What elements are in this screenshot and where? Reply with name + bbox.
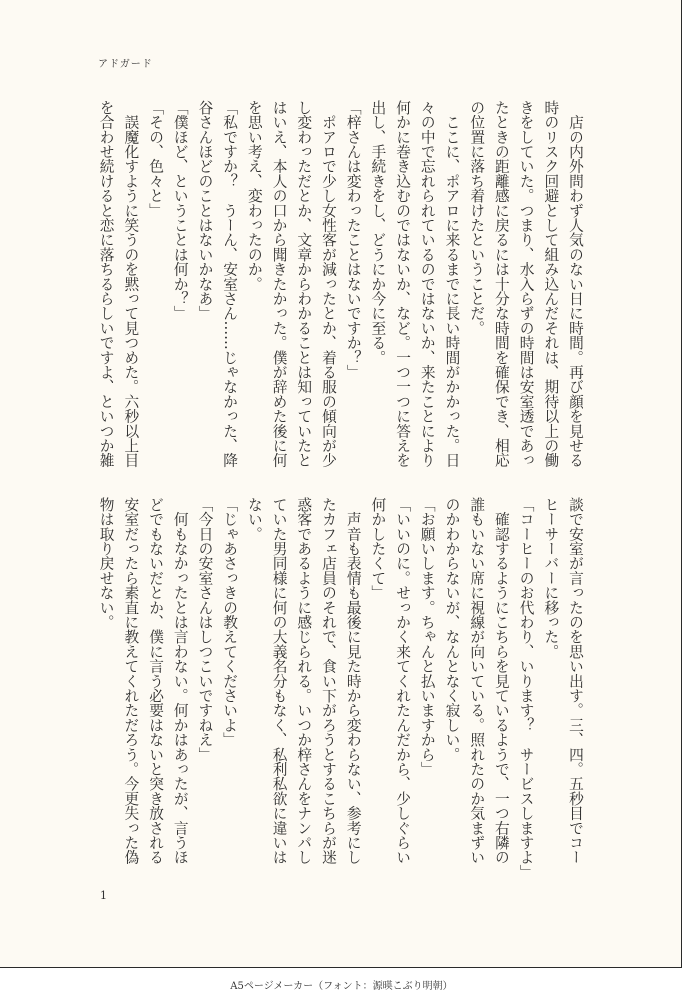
text-column: を合わせ続けると恋に落ちるらしいですよ、といつか雑: [97, 100, 115, 468]
text-block-bottom: [93, 497, 587, 880]
text-column: ヒーサーバーに移った。: [542, 497, 560, 659]
text-column: 「コーヒーのお代わり、いります？ サービスしますよ」: [517, 497, 535, 880]
running-head: アドガード: [98, 59, 153, 70]
text-column: 店の内外問わず人気のない日に時間。再び顔を見せる: [567, 100, 584, 468]
page-number: 1: [100, 889, 107, 902]
text-column: 談で安室が言ったのを思い出す。三、四。五秒目でコー: [567, 497, 584, 865]
text-column: ていた男同様に何の大義名分もなく、私利私欲に違いは: [270, 497, 288, 865]
footer-caption: A5ページメーカー（フォント：源暎こぶり明朝）: [230, 981, 453, 992]
text-column: ここに、ポアロに来るまでに長い時間がかかった。日: [443, 100, 461, 468]
text-column: 「今日の安室さんはしつこいですねえ」: [196, 497, 214, 762]
text-column: 誤魔化すように笑うのを黙って見つめた。六秒以上目: [122, 100, 140, 468]
text-column: 声音も表情も最後に見た時から変わらない、参考にし: [344, 497, 362, 865]
text-column: 「梓さんは変わったことはないですか？」: [344, 100, 362, 380]
text-column: 「その、色々と」: [147, 100, 165, 218]
text-column: 何かしたくて」: [369, 497, 387, 600]
text-column: ポアロで少し女性客が減ったとか、着る服の傾向が少: [319, 100, 337, 468]
text-column: 時のリスク回避として組み込んだそれは、期待以上の働: [542, 100, 560, 468]
text-column: し変わっただとか、文章からわかることは知っていたと: [295, 100, 313, 468]
text-column: たときの距離感に戻るには十分な時間を確保でき、相応: [492, 100, 510, 468]
text-column: 「私ですか？ うーん、安室さん……じゃなかった、降: [221, 100, 239, 468]
text-column: ない。: [245, 497, 263, 542]
text-column: の位置に落ち着けたということだ。: [468, 100, 486, 336]
text-column: 「じゃあさっきの教えてくださいよ」: [221, 497, 239, 747]
text-column: のかわからないが、なんとなく寂しい。: [443, 497, 461, 762]
text-column: 出し、手続きをし、どうにか今に至る。: [369, 100, 387, 365]
text-column: 安室だったら素直に教えてくれただろう。今更失った偽: [122, 497, 140, 865]
text-column: 物は取り戻せない。: [97, 497, 115, 630]
text-column: 何もなかったとは言わない。何かはあったが、言うほ: [171, 497, 189, 865]
text-column: 谷さんほどのことはないかなあ」: [196, 100, 214, 321]
text-column: 「いいのに。せっかく来てくれたんだから、少しぐらい: [394, 497, 412, 865]
text-column: 確認するようにこちらを見ているようで、一つ右隣の: [492, 497, 510, 865]
text-column: たカフェ店員のそれで、食い下がろうとするこちらが迷: [319, 497, 337, 865]
text-column: 惑客であるように感じられる。いつか梓さんをナンパし: [295, 497, 313, 865]
text-column: 「お願いします。ちゃんと払いますから」: [418, 497, 436, 777]
text-column: 何かに巻き込むのではないか、など。一つ一つに答えを: [394, 100, 412, 468]
text-column: 々の中で忘れられているのではないか、来たことにより: [418, 100, 436, 468]
text-block-top: [93, 100, 587, 472]
text-column: どでもないだとか、僕に言う必要はないと突き放される: [147, 497, 165, 865]
text-column: きをしていた。つまり、水入らずの時間は安室透であっ: [517, 100, 535, 468]
text-column: はいえ、本人の口から聞きたかった。僕が辞めた後に何: [270, 100, 288, 468]
text-column: 誰もいない席に視線が向いている。照れたのか気まずい: [468, 497, 486, 865]
text-column: を思い考え、変わったのか。: [245, 100, 263, 292]
text-column: 「僕ほど、ということは何か？」: [171, 100, 189, 321]
